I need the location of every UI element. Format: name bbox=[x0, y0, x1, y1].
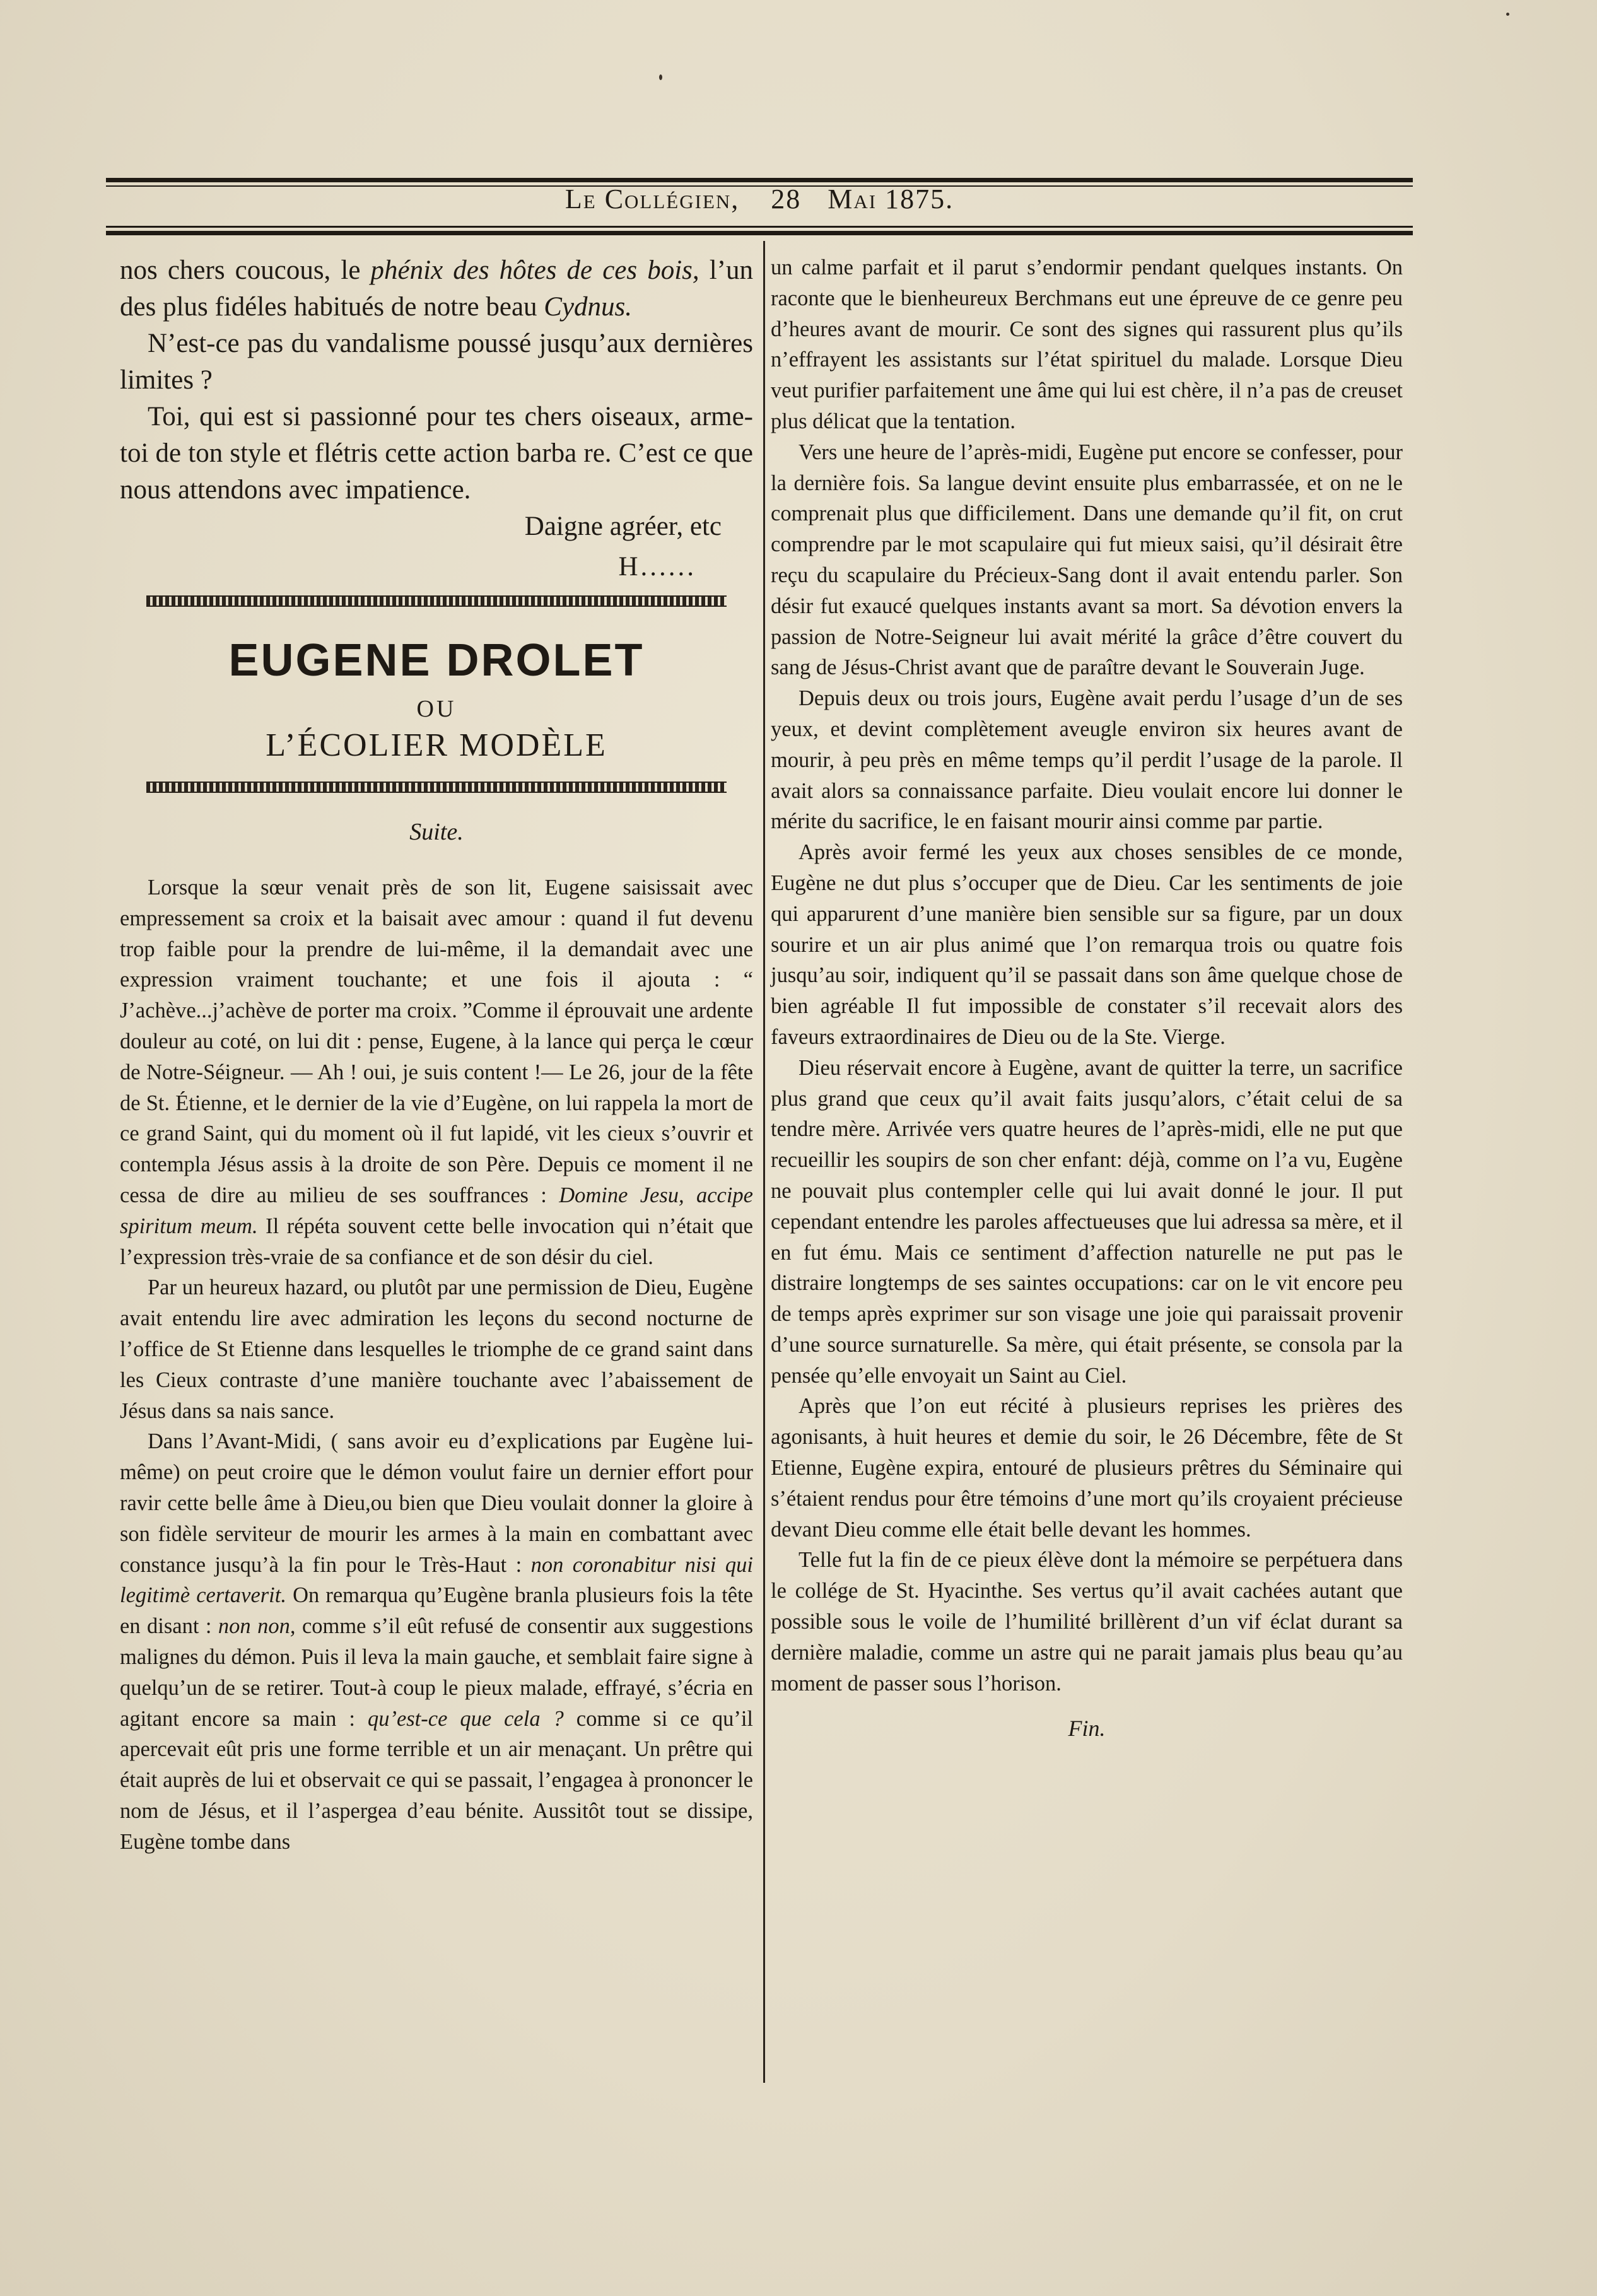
article-paragraph bbox=[120, 1426, 753, 1857]
article-body-right bbox=[771, 252, 1403, 1699]
text-run: Il répéta souvent cette belle invocation qui n’était que l’expression très-vraie de sa confiance et de son désir du ciel. bbox=[120, 1214, 753, 1269]
latin-quote: non coronabitur nisi qui legitimè certaverit. bbox=[120, 1552, 753, 1608]
article-paragraph: Vers une heure de l’après-midi, Eugène put encore se confesser, pour la dernière fois. Sa langue devint ensuite plus embarrassée, et on ne le comprenait plus que difficilement. Dans une demande qu’il fit, on crut comprendre par le mot scapulaire qui fut mieux saisi, qu’il désirait être reçu du scapulaire du Précieux-Sang dont il avait entendu parler. Son désir fut exaucé quelques instants avant sa mort. Sa dévotion envers la passion de Notre-Seigneur lui avait mérité la grâce d’être couvert du sang de Jésus-Christ avant que de paraître devant le Souverain Juge. bbox=[771, 440, 1403, 680]
publication-name: Le Collégien, bbox=[565, 184, 740, 214]
page-header bbox=[106, 180, 1413, 218]
letter-text: nos chers coucous, le bbox=[120, 255, 371, 285]
header-rule-bottom-thin bbox=[106, 226, 1413, 228]
letter-text: l’un des plus fidéles habitués de notre beau bbox=[120, 255, 753, 322]
ink-speck bbox=[659, 74, 662, 80]
text-run: comme si ce qu’il apercevait eût pris une forme terrible et un air menaçant. Un prêtre qui était auprès de lui et observait ce qui se passait, l’engagea à prononcer le nom de Jésus, et il l’aspergea d’eau bénite. Aussitôt tout se dissipe, Eugène tombe dans bbox=[120, 1706, 754, 1854]
article-paragraph: un calme parfait et il parut s’endormir pendant quelques instants. On raconte que le bienheureux Berchmans eut une épreuve de ce genre peu d’heures avant de mourir. Ce sont des signes qui rassurent plus qu’ils n’effrayent les assistants sur l’état spirituel du malade. Lorsque Dieu veut purifier parfaitement une âme qui lui est chère, il n’a pas de creuset plus délicat que la tentation. bbox=[771, 255, 1403, 433]
latin-quote: Domine Jesu, accipe spiritum meum. bbox=[120, 1183, 754, 1238]
right-column bbox=[771, 252, 1403, 1742]
text-run: Lorsque la sœur venait près de son lit, Eugene saisissait avec empressement sa croix et la baisait avec amour : quand il fut devenu trop faible pour la prendre de lui-même, il la demandait avec une expression vraiment touchante; et une fois il ajouta : “ J’achève...j’achève de porter ma croix. ”Comme il éprouvait une ardente douleur au coté, on lui dit : pense, Eugene, à la lance qui perça le cœur de Notre-Séigneur. — Ah ! oui, je suis content !— Le 26, jour de la fête de St. Étienne, et le dernier de la vie d’Eugène, on lui rappela la mort de ce grand Saint, qui du moment où il fut lapidé, vit les cieux s’ouvrir et contempla Jésus assis à la droite de son Père. Depuis ce moment il ne cessa de dire au milieu de ses souffrances : bbox=[120, 876, 753, 1207]
text-run: Dans l’Avant-Midi, ( sans avoir eu d’explications par Eugène lui-même) on peut croire que le démon voulut faire un dernier effort pour ravir cette belle âme à Dieu,ou bien que Dieu voulait donner la gloire à son fidèle serviteur de mourir les armes à la main en combattant avec constance jusqu’à la fin pour le Très-Haut : bbox=[120, 1429, 753, 1577]
header-day: 28 bbox=[771, 184, 802, 214]
article-paragraph: Dieu réservait encore à Eugène, avant de quitter la terre, un sacrifice plus grand que ceux qu’il avait faits jusqu’alors, c’était celui de sa tendre mère. Arrivée vers quatre heures de l’après-midi, elle ne put que recueillir les soupirs de son cher enfant: déjà, comme on l’a vu, Eugène ne pouvait plus contempler celle qui lui avait donné le jour. Il put cependant entendre les paroles affectueuses que lui adressa sa mère, et il en fut ému. Mais ce sentiment d’affection naturelle ne put pas le distraire longtemps de ses saintes occupations: car on le vit encore peu de temps après exprimer sur son visage une joie qui paraissait provenir d’une source surnaturelle. Sa mère, qui était présente, se consola par la pensée qu’elle envoyait un Saint au Ciel. bbox=[771, 1055, 1403, 1388]
column-divider bbox=[763, 241, 765, 2083]
article-paragraph: Telle fut la fin de ce pieux élève dont la mémoire se perpétuera dans le collége de St. Hyacinthe. Ses vertus qu’il avait cachées autant que possible sous le voile de l’humilité brillèrent d’un vif éclat durant sa dernière maladie, comme un astre qui ne parait jamais plus beau qu’au moment de passer sous l’horison. bbox=[771, 1548, 1403, 1696]
article-paragraph: Par un heureux hazard, ou plutôt par une permission de Dieu, Eugène avait entendu lire avec admiration les leçons du second nocturne de l’office de St Etienne dans lesquelles le triomphe de ce grand saint dans les Cieux contraste d’une manière touchante avec l’abaissement de Jésus dans sa nais sance. bbox=[120, 1275, 753, 1423]
letter-signature: H...... bbox=[618, 552, 696, 582]
article-title-ou: OU bbox=[416, 696, 457, 722]
ornamental-rule bbox=[146, 782, 727, 793]
italic-quote: non non, bbox=[218, 1614, 296, 1639]
text-run: On remarqua qu’Eugène branla plusieurs fois la tête en disant : bbox=[120, 1583, 753, 1639]
article-suite: Suite. bbox=[409, 819, 464, 845]
left-column bbox=[120, 252, 753, 1858]
article-title: EUGENE DROLET bbox=[228, 635, 645, 686]
italic-quote: qu’est-ce que cela ? bbox=[367, 1706, 564, 1731]
letter-italic: Cydnus. bbox=[544, 292, 633, 322]
ornamental-rule bbox=[146, 595, 727, 607]
letter-closing: Daigne agréer, etc bbox=[524, 512, 722, 541]
article-paragraph: Depuis deux ou trois jours, Eugène avait perdu l’usage d’un de ses yeux, et devint complètement aveugle environ six heures avant de mourir, à peu près en même temps qu’il perdit l’usage de la parole. Il avait alors sa connaissance parfaite. Dieu voulait encore lui donner le mérite du sacrifice, le en faisant mourir ainsi comme par partie. bbox=[771, 686, 1403, 834]
header-month-year: Mai 1875. bbox=[828, 184, 954, 214]
letter-paragraph: N’est-ce pas du vandalisme poussé jusqu’aux dernières limites ? bbox=[120, 329, 753, 395]
ink-speck bbox=[1506, 13, 1509, 16]
text-run: comme s’il eût refusé de consentir aux suggestions malignes du démon. Puis il leva la main gauche, et semblait faire signe à quelqu’un de se retirer. Tout-à coup le pieux malade, effrayé, s’écria en agitant encore sa main : bbox=[120, 1614, 754, 1731]
letter-paragraph: Toi, qui est si passionné pour tes chers oiseaux, arme-toi de ton style et flétris cette action barba re. C’est ce que nous attendons avec impatience. bbox=[120, 402, 753, 505]
header-rule-bottom bbox=[106, 231, 1413, 235]
article-paragraph: Après que l’on eut récité à plusieurs reprises les prières des agonisants, à huit heures et demie du soir, le 26 Décembre, fête de St Etienne, Eugène expira, entouré de plusieurs prêtres du Séminaire qui s’étaient rendus pour être témoins d’une mort qu’ils croyaient précieuse devant Dieu comme elle était belle devant les hommes. bbox=[771, 1394, 1403, 1542]
article-fin: Fin. bbox=[1068, 1716, 1106, 1742]
letter-italic: phénix des hôtes de ces bois, bbox=[370, 255, 699, 285]
article-paragraph bbox=[120, 872, 753, 1272]
letter-end bbox=[120, 252, 753, 508]
article-subtitle: L’ÉCOLIER MODÈLE bbox=[266, 727, 607, 763]
article-body-left bbox=[120, 872, 753, 1858]
article-paragraph: Après avoir fermé les yeux aux choses sensibles de ce monde, Eugène ne dut plus s’occuper que de Dieu. Car les sentiments de joie qui apparurent d’une manière bien sensible sur sa figure, par un doux sourire et un air plus animé que l’on remarqua trois ou quatre fois jusqu’au soir, indiquent qu’il se passait dans son âme quelque chose de bien agréable Il fut impossible de constater s’il recevait alors des faveurs extraordinaires de Dieu ou de la Ste. Vierge. bbox=[771, 840, 1403, 1049]
